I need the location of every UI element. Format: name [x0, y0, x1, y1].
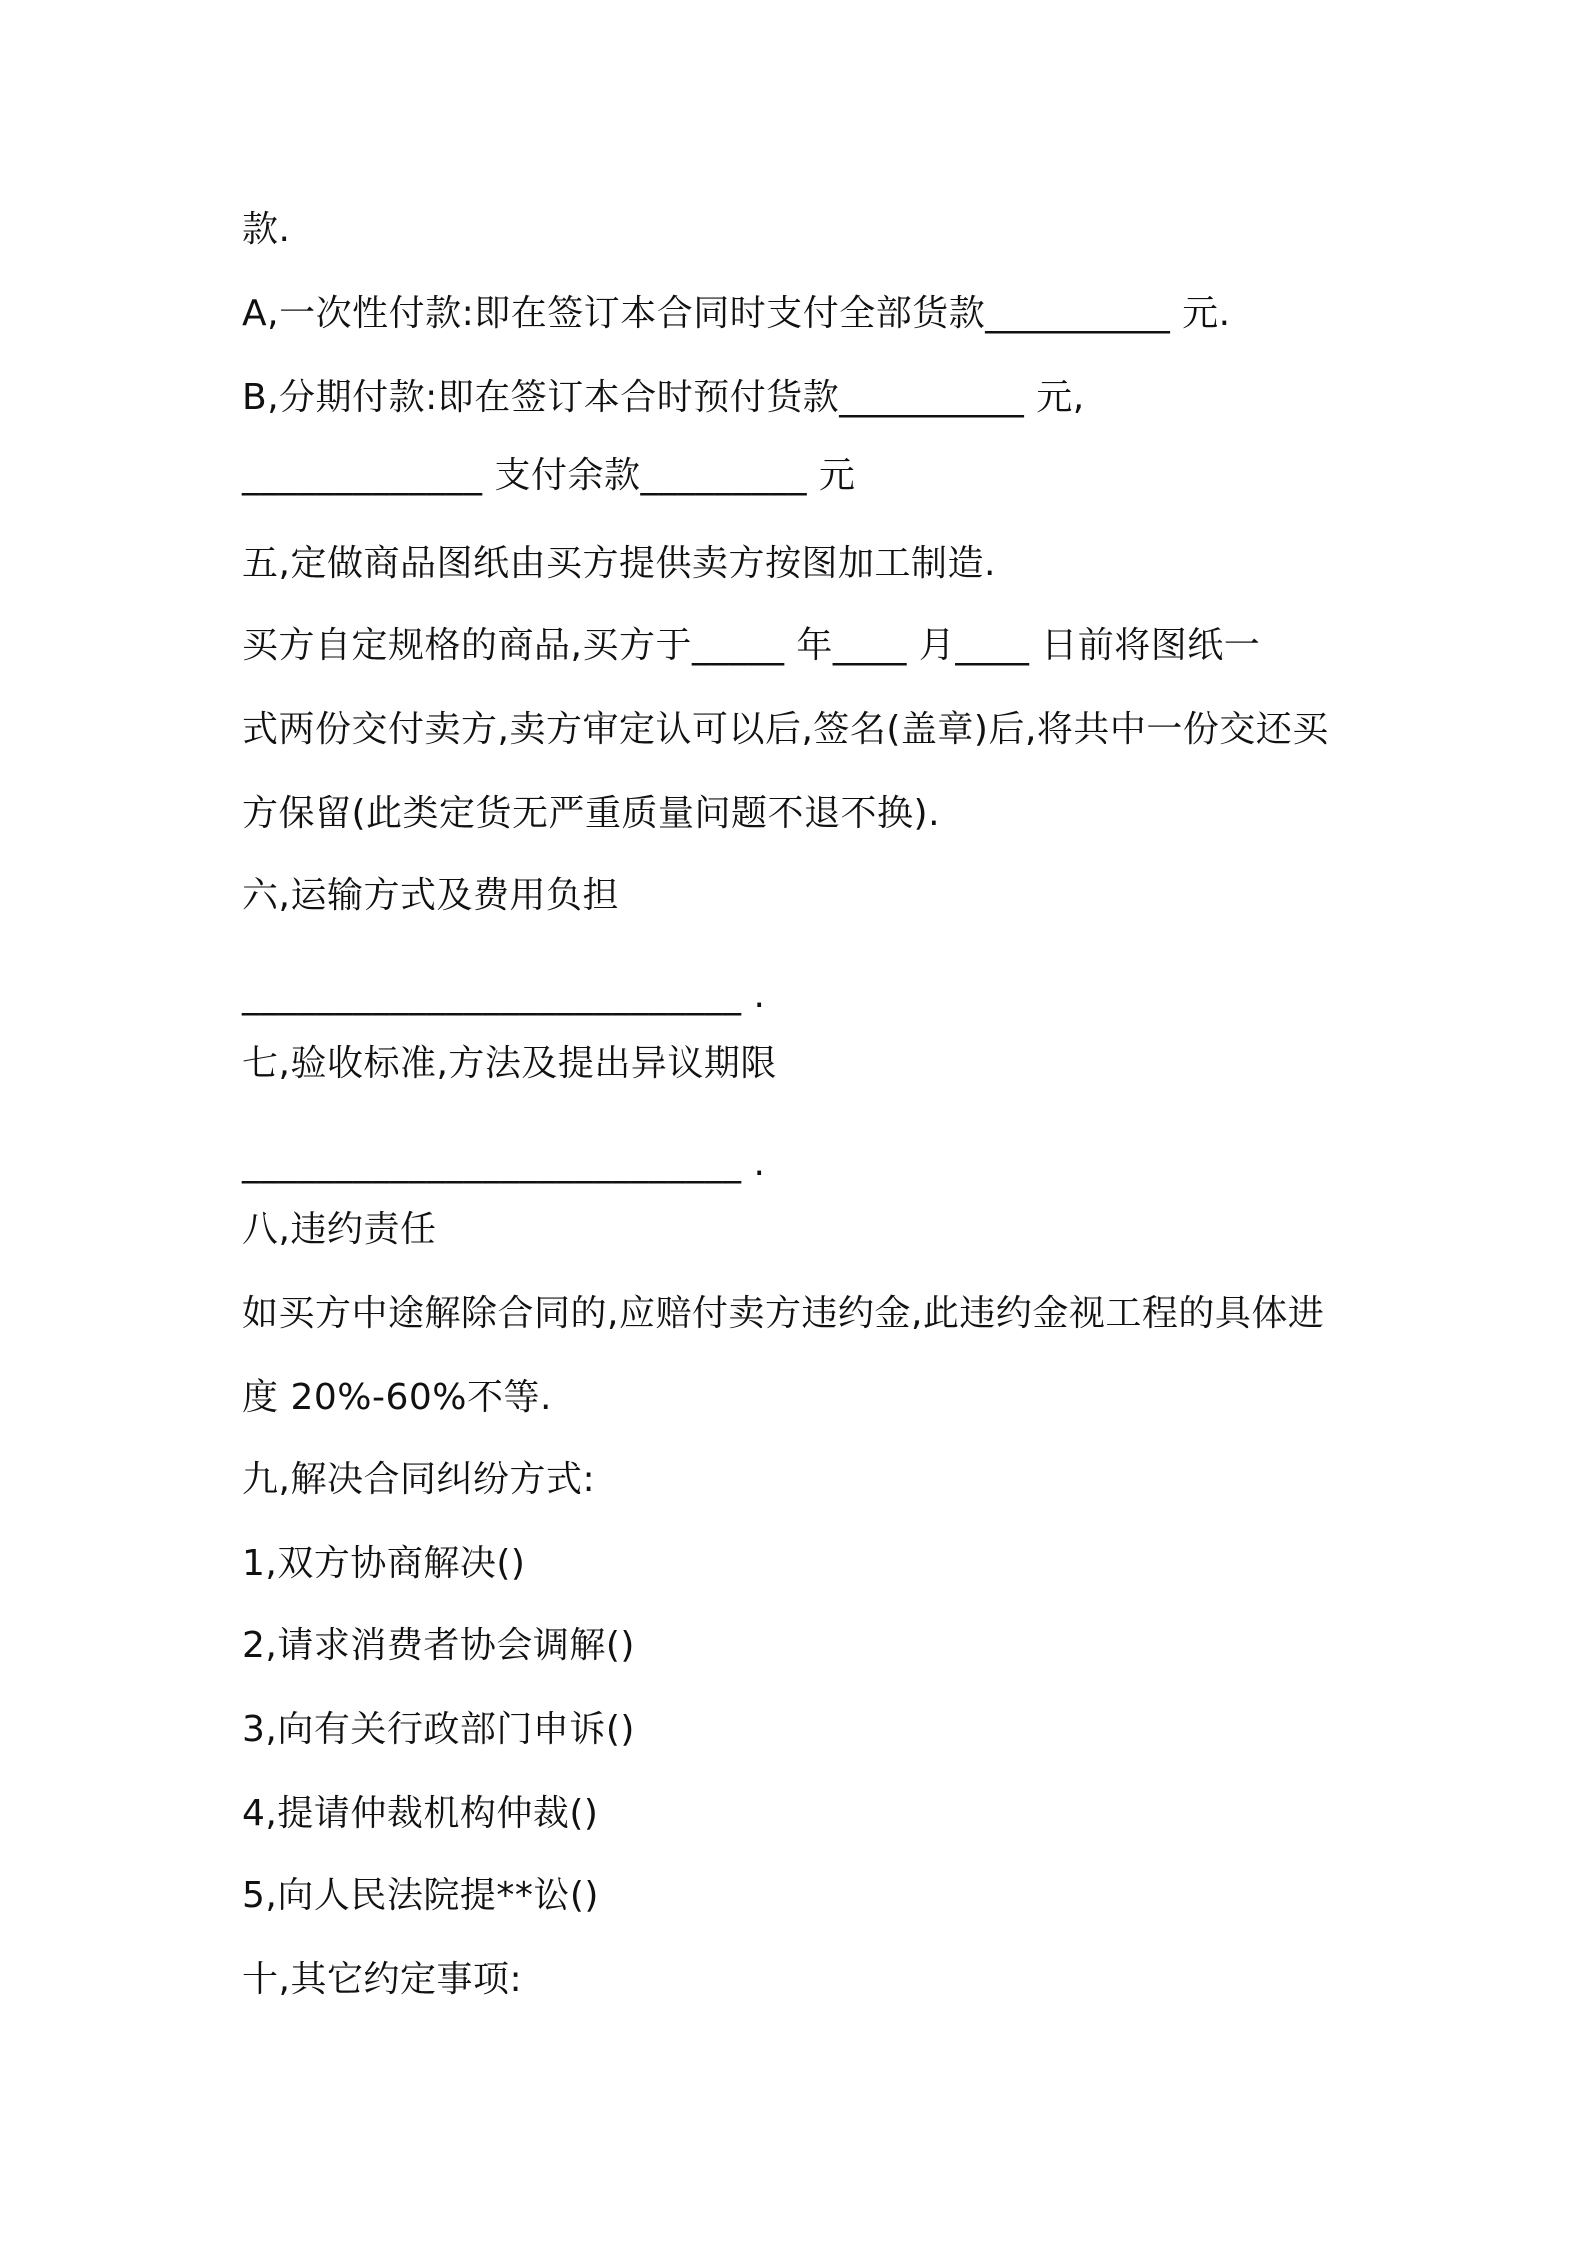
list-item-dispute-2: 2,请求消费者协会调解(): [242, 1625, 635, 1666]
section-heading-10: 十,其它约定事项:: [242, 1959, 523, 2000]
text-line-drawing-date: 买方自定规格的商品,买方于_____ 年____ 月____ 日前将图纸一: [242, 625, 1261, 666]
text-line-breach: 如买方中途解除合同的,应赔付卖方违约金,此违约金视工程的具体进: [242, 1293, 1325, 1334]
text-line-payment-a: A,一次性付款:即在签订本合同时支付全部货款__________ 元.: [242, 293, 1231, 334]
text-line-payment-balance: _____________ 支付余款_________ 元: [242, 455, 856, 496]
text-line-payment-b: B,分期付款:即在签订本合时预付货款__________ 元,: [242, 377, 1085, 418]
text-line-continuation: 款.: [242, 209, 291, 250]
section-heading-7: 七,验收标准,方法及提出异议期限: [242, 1043, 777, 1084]
blank-line-acceptance: ___________________________ .: [242, 1143, 766, 1184]
section-heading-8: 八,违约责任: [242, 1209, 437, 1250]
section-heading-6: 六,运输方式及费用负担: [242, 875, 619, 916]
list-item-dispute-3: 3,向有关行政部门申诉(): [242, 1709, 635, 1750]
text-line-drawing-review: 式两份交付卖方,卖方审定认可以后,签名(盖章)后,将共中一份交还买: [242, 709, 1329, 750]
section-heading-5: 五,定做商品图纸由买方提供卖方按图加工制造.: [242, 543, 996, 584]
text-line-breach-rate: 度 20%-60%不等.: [242, 1377, 552, 1418]
section-heading-9: 九,解决合同纠纷方式:: [242, 1459, 596, 1500]
list-item-dispute-4: 4,提请仲裁机构仲裁(): [242, 1793, 599, 1834]
list-item-dispute-1: 1,双方协商解决(): [242, 1543, 526, 1584]
list-item-dispute-5: 5,向人民法院提**讼(): [242, 1875, 599, 1916]
blank-line-transport: ___________________________ .: [242, 975, 766, 1016]
text-line-drawing-keep: 方保留(此类定货无严重质量问题不退不换).: [242, 793, 941, 834]
